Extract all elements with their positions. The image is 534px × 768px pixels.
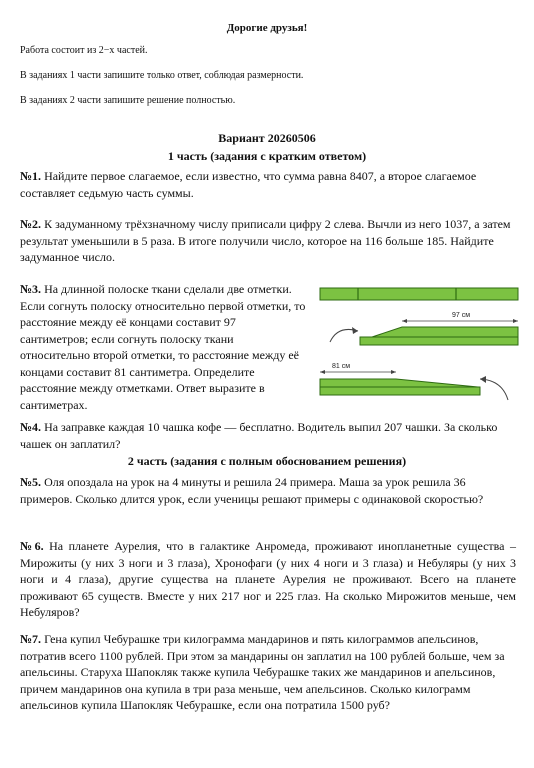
arrow-head-1 <box>352 327 358 334</box>
folded-strip-upper-2 <box>320 379 478 387</box>
task-text: К задуманному трёхзначному числу приписали цифру 2 слева. Вычли из него 1037, а затем результат уменьшили в 5 раза. В итоге получили число, которое на 116 больше 185. Найдите задуманное число. <box>20 217 511 264</box>
task-5 <box>20 474 516 507</box>
curved-arrow-2 <box>480 379 508 400</box>
task-6 <box>20 538 516 621</box>
variant-title: Вариант 20260506 <box>218 131 316 145</box>
arrow-head-2 <box>480 376 486 383</box>
task-text: На длинной полоске ткани сделали две отметки. Если согнуть полоску относительно первой отметки, то расстояние между её концами составит 97 сантиметров; если согнуть полоску ткани относительно второй отметки, то расстояние между её концами составит 81 сантиметра. Определите расстояние между отметками. Ответ выразите в сантиметрах. <box>20 282 306 412</box>
folding-strip-figure <box>318 285 522 405</box>
task-text: Гена купил Чебурашке три килограмма мандаринов и пять килограммов апельсинов, потратив всего 1100 рублей. При этом за мандарины он заплатил на 100 рублей больше, чем за апельсины. Старуха Шапокляк также купила Чебурашке таких же мандаринов и апельсинов, причем мандаринов она купила в три раза меньше, чем апельсинов. Сколько килограмм апельсинов купила Шапокляк Чебурашке, если она потратила 1500 руб? <box>20 632 505 712</box>
task-2 <box>20 216 516 266</box>
greeting-title: Дорогие друзья! <box>226 22 308 34</box>
folded-strip-lower <box>360 337 518 345</box>
dimension-arrow-left <box>402 319 407 323</box>
task-1 <box>20 168 516 201</box>
task-number: №5. <box>20 475 42 489</box>
task-number: №1. <box>20 169 42 183</box>
task-number: №3. <box>20 282 42 296</box>
task-3 <box>20 281 306 413</box>
part2-title: 2 часть (задания с полным обоснованием решения) <box>127 454 407 468</box>
task-number: №2. <box>20 217 42 231</box>
folded-strip-lower-2 <box>320 387 480 395</box>
intro-line-3: В заданиях 2 части запишите решение полностью. <box>20 95 236 106</box>
task-text: На заправке каждая 10 чашка кофе — бесплатно. Водитель выпил 207 чашки. За сколько чашек он заплатил? <box>20 420 498 451</box>
task-number: №4. <box>20 420 42 434</box>
task-number: №6. <box>20 539 44 553</box>
intro-line-2: В заданиях 1 части запишите только ответ, соблюдая размерности. <box>20 70 304 81</box>
dimension-arrow-left-2 <box>320 370 325 374</box>
part1-title: 1 часть (задания с кратким ответом) <box>167 149 367 163</box>
task-4 <box>20 419 516 452</box>
label-81cm: 81 см <box>332 363 351 370</box>
task-text: Найдите первое слагаемое, если известно, что сумма равна 8407, а второе слагаемое составляет седьмую часть суммы. <box>20 169 477 200</box>
task-number: №7. <box>20 632 42 646</box>
intro-line-1: Работа состоит из 2−х частей. <box>20 45 148 56</box>
dimension-arrow-right-2 <box>391 370 396 374</box>
label-97cm: 97 см <box>452 312 471 319</box>
task-text: На планете Аурелия, что в галактике Анромеда, проживают инопланетные существа – Мирожиты (у них 3 ноги и 3 глаза), Хронофаги (у них 4 ноги и 3 глаза) и Небуляры (у них 3 ноги и 4 глаза), другие существа на планете Аурелия не проживают. Всего на планете проживают 65 существ. Вместе у них 217 ног и 225 глаз. На сколько Мирожитов меньше, чем Небуляров? <box>20 539 516 619</box>
task-text: Оля опоздала на урок на 4 минуты и решила 24 примера. Маша за урок решила 36 примеров. Сколько длится урок, если ученицы решают примеры с одинаковой скоростью? <box>20 475 484 506</box>
fabric-strip <box>320 288 518 300</box>
task-7 <box>20 631 516 714</box>
dimension-arrow-right <box>513 319 518 323</box>
